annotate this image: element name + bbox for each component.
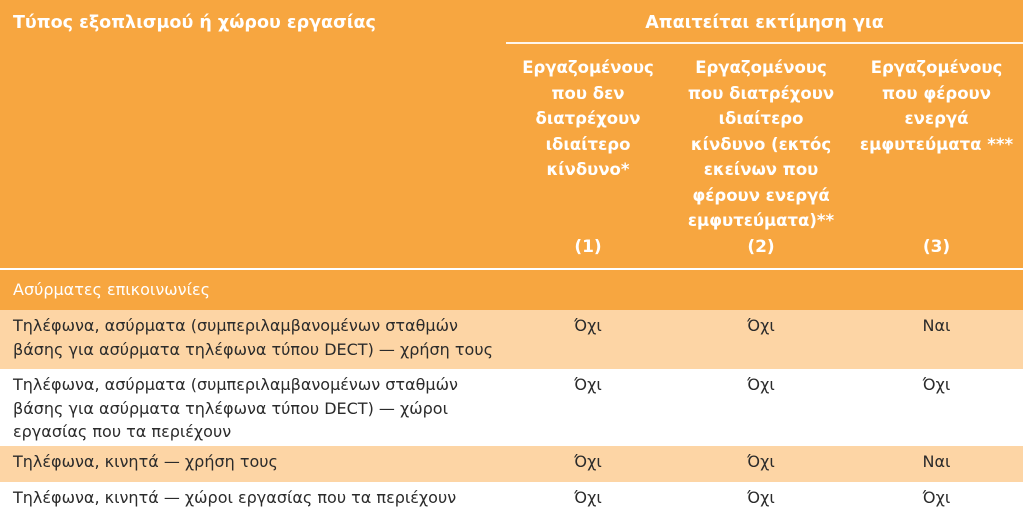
header-line: ιδιαίτερο [545, 134, 631, 154]
header-line: εμφυτεύματα)** [687, 211, 835, 230]
header-line: ιδιαίτερο [718, 109, 804, 128]
header-line: ενεργά [904, 109, 969, 128]
header-line: Εργαζομένους [695, 58, 827, 77]
row-label [13, 314, 493, 361]
label-line: Τηλέφωνα, ασύρματα (συμπεριλαμβανομένων σταθμών [13, 316, 458, 335]
cell-value-col2: Όχι [747, 375, 775, 394]
column-header-equipment-type: Τύπος εξοπλισμού ή χώρου εργασίας [13, 13, 376, 33]
cell-value-col2: Όχι [747, 316, 775, 335]
cell-value-col1: Όχι [574, 375, 602, 394]
header-line: φέρουν ενεργά [692, 185, 830, 205]
header-line: διατρέχουν [535, 109, 641, 128]
row-label [13, 486, 493, 510]
table-row [0, 446, 1023, 482]
header-line: που διατρέχουν [687, 83, 835, 103]
cell-value-col3: Ναι [922, 452, 951, 471]
section-title: Ασύρματες επικοινωνίες [13, 280, 211, 299]
column-number-1: (1) [574, 237, 602, 257]
label-line: Τηλέφωνα, κινητά — χώροι εργασίας που τα περιέχουν [13, 488, 457, 507]
column-header-implant-workers [850, 55, 1023, 157]
cell-value-col2: Όχι [747, 452, 775, 471]
column-header-risk-workers [672, 55, 850, 234]
label-line: Τηλέφωνα, κινητά — χρήση τους [13, 452, 278, 471]
cell-value-col1: Όχι [574, 488, 602, 507]
label-line: βάσης για ασύρματα τηλέφωνα τύπου DECT) — χώροι [13, 398, 448, 418]
header-line: εκείνων που [703, 160, 819, 179]
header-divider [506, 42, 1023, 44]
label-line: βάσης για ασύρματα τηλέφωνα τύπου DECT) — χρήση τους [13, 339, 493, 359]
header-line: Εργαζομένους [522, 58, 654, 77]
table-row [0, 310, 1023, 369]
cell-value-col3: Όχι [922, 375, 951, 394]
row-label [13, 373, 493, 444]
section-row [0, 270, 1023, 310]
table-row [0, 482, 1023, 507]
header-line: κίνδυνο (εκτός [690, 134, 832, 154]
cell-value-col3: Όχι [922, 488, 951, 507]
header-line: κίνδυνο* [546, 160, 630, 179]
header-line: που δεν [551, 83, 625, 103]
cell-value-col3: Ναι [922, 316, 951, 335]
column-group-header: Απαιτείται εκτίμηση για [645, 13, 884, 33]
row-label [13, 450, 493, 474]
cell-value-col1: Όχι [574, 316, 602, 335]
cell-value-col2: Όχι [747, 488, 775, 507]
header-line: που φέρουν [882, 83, 991, 103]
column-number-3: (3) [922, 237, 951, 257]
table-row [0, 369, 1023, 446]
label-line: εργασίας που τα περιέχουν [13, 422, 232, 441]
column-number-2: (2) [747, 237, 775, 257]
label-line: Τηλέφωνα, ασύρματα (συμπεριλαμβανομένων σταθμών [13, 375, 458, 394]
header-line: εμφυτεύματα *** [859, 134, 1014, 154]
cell-value-col1: Όχι [574, 452, 602, 471]
header-line: Εργαζομένους [870, 58, 1003, 77]
column-header-non-risk-workers [506, 55, 670, 183]
